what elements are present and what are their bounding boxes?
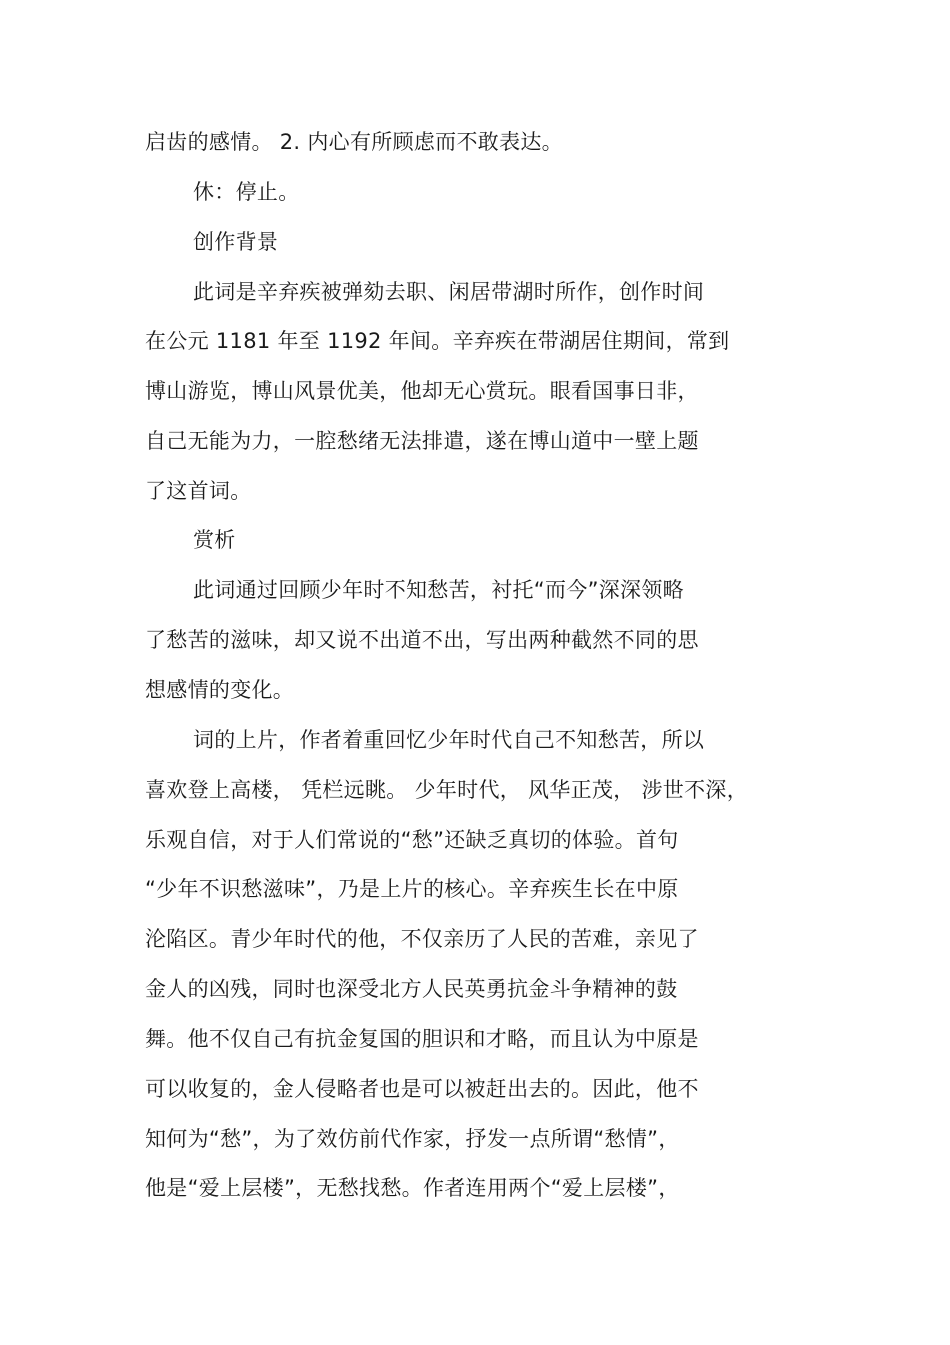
text-line: 词的上片，作者着重回忆少年时代自己不知愁苦，所以 [193, 728, 705, 752]
text-line: 启齿的感情。 2. 内心有所顾虑而不敢表达。 [145, 130, 563, 154]
section-heading-background: 创作背景 [193, 230, 279, 254]
text-line: 金人的凶残，同时也深受北方人民英勇抗金斗争精神的鼓 [145, 977, 678, 1001]
text-line: 乐观自信，对于人们常说的“愁”还缺乏真切的体验。首句 [145, 828, 679, 852]
section-heading-analysis: 赏析 [193, 528, 236, 552]
text-line: 沦陷区。青少年时代的他，不仅亲历了人民的苦难，亲见了 [145, 927, 699, 951]
text-line: 知何为“愁”，为了效仿前代作家，抒发一点所谓“愁情”， [145, 1127, 680, 1151]
text-line: 在公元 1181 年至 1192 年间。辛弃疾在带湖居住期间，常到 [145, 329, 730, 353]
text-line: 此词通过回顾少年时不知愁苦，衬托“而今”深深领略 [193, 578, 684, 602]
text-line: “少年不识愁滋味”，乃是上片的核心。辛弃疾生长在中原 [145, 877, 679, 901]
text-line: 想感情的变化。 [145, 678, 295, 702]
text-line: 他是“爱上层楼”，无愁找愁。作者连用两个“爱上层楼”， [145, 1176, 680, 1200]
text-line: 休：停止。 [193, 180, 300, 204]
text-line: 可以收复的，金人侵略者也是可以被赶出去的。因此，他不 [145, 1077, 699, 1101]
text-line: 了愁苦的滋味，却又说不出道不出，写出两种截然不同的思 [145, 628, 699, 652]
text-line: 此词是辛弃疾被弹劾去职、闲居带湖时所作，创作时间 [193, 280, 705, 304]
text-line: 自己无能为力，一腔愁绪无法排遣，遂在博山道中一壁上题 [145, 429, 699, 453]
text-line: 舞。他不仅自己有抗金复国的胆识和才略，而且认为中原是 [145, 1027, 699, 1051]
text-line: 喜欢登上高楼， 凭栏远眺。 少年时代， 风华正茂， 涉世不深， [145, 778, 748, 802]
text-line: 博山游览，博山风景优美，他却无心赏玩。眼看国事日非， [145, 379, 699, 403]
text-line: 了这首词。 [145, 479, 252, 503]
